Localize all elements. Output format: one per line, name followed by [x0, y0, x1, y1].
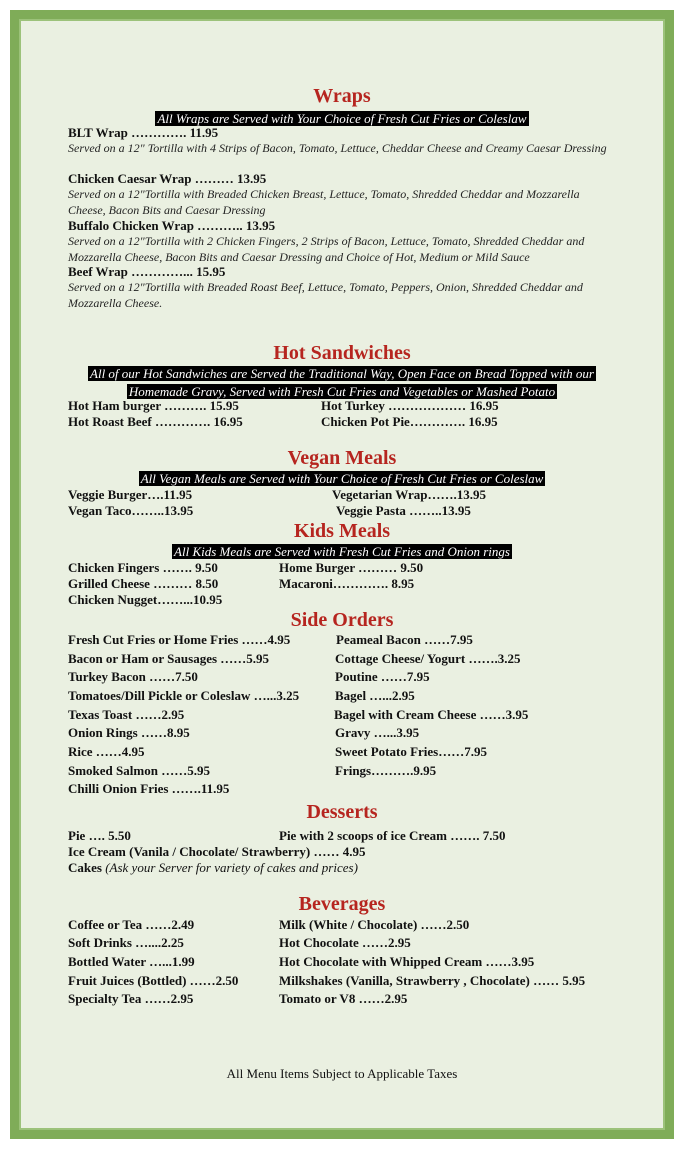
menu-item: Vegan Taco……..13.95: [68, 503, 194, 518]
vegan-meals-note-text: All Vegan Meals are Served with Your Choice of Fresh Cut Fries or Coleslaw: [140, 471, 544, 486]
menu-item: Veggie Pasta ……..13.95: [336, 503, 471, 518]
menu-item: Tomatoes/Dill Pickle or Coleslaw …...3.25: [68, 688, 300, 703]
menu-item: Hot Chocolate ……2.95: [279, 935, 411, 950]
menu-item: Texas Toast ……2.95: [68, 707, 185, 722]
menu-item: Hot Ham burger ………. 15.95: [68, 398, 239, 413]
side-orders-heading: Side Orders: [290, 609, 394, 631]
cakes-note: (Ask your Server for variety of cakes and prices): [105, 860, 358, 875]
menu-item: Frings……….9.95: [335, 763, 437, 778]
menu-item: Vegetarian Wrap…….13.95: [332, 487, 486, 502]
menu-item: Veggie Burger….11.95: [68, 487, 193, 502]
menu-item: Hot Chocolate with Whipped Cream ……3.95: [279, 954, 535, 969]
menu-item: Chilli Onion Fries …….11.95: [68, 781, 230, 796]
menu-item: Soft Drinks …....2.25: [68, 935, 184, 950]
menu-item: Smoked Salmon ……5.95: [68, 763, 210, 778]
menu-item: Coffee or Tea ……2.49: [68, 917, 195, 932]
tax-footnote: All Menu Items Subject to Applicable Taxes: [226, 1066, 458, 1081]
menu-item-cakes: [68, 860, 358, 876]
hot-sandwiches-note-text: All of our Hot Sandwiches are Served the Traditional Way, Open Face on Bread Topped with our Homemade Gravy, Served with Fresh Cut Fries and Vegetables or Mashed Potato: [90, 366, 594, 399]
menu-item: Grilled Cheese ……… 8.50: [68, 576, 219, 591]
menu-item: Chicken Pot Pie…………. 16.95: [321, 414, 498, 429]
menu-item: Sweet Potato Fries……7.95: [335, 744, 487, 759]
menu-item: Chicken Nugget……...10.95: [68, 592, 223, 607]
item-description: Served on a 12"Tortilla with Breaded Roast Beef, Lettuce, Tomato, Peppers, Onion, Shredded Cheddar and Mozzarella Cheese.: [68, 280, 583, 310]
menu-item: Macaroni…………. 8.95: [279, 576, 415, 591]
item-description: Served on a 12" Tortilla with 4 Strips of Bacon, Tomato, Lettuce, Cheddar Cheese and Creamy Caesar Dressing: [68, 141, 607, 155]
menu-item: Pie …. 5.50: [68, 828, 131, 843]
menu-item: Hot Roast Beef …………. 16.95: [68, 414, 243, 429]
menu-item: Milkshakes (Vanilla, Strawberry , Chocolate) …… 5.95: [279, 973, 586, 988]
menu-item-buffalo-chicken-wrap: Buffalo Chicken Wrap ……….. 13.95: [68, 218, 276, 233]
menu-item: Pie with 2 scoops of ice Cream ……. 7.50: [279, 828, 506, 843]
menu-item: Rice ……4.95: [68, 744, 145, 759]
menu-item: Poutine ……7.95: [335, 669, 430, 684]
menu-item: Hot Turkey ……………… 16.95: [321, 398, 499, 413]
menu-item: Fruit Juices (Bottled) ……2.50: [68, 973, 239, 988]
menu-item: Specialty Tea ……2.95: [68, 991, 194, 1006]
menu-item: Bacon or Ham or Sausages ……5.95: [68, 651, 270, 666]
kids-meals-note: [0, 543, 684, 561]
menu-item: Chicken Fingers ……. 9.50: [68, 560, 218, 575]
vegan-meals-note: [0, 470, 684, 488]
wraps-note-text: All Wraps are Served with Your Choice of Fresh Cut Fries or Coleslaw: [157, 111, 527, 126]
item-description: Served on a 12"Tortilla with 2 Chicken Fingers, 2 Strips of Bacon, Lettuce, Tomato, Shredded Cheddar and Mozzarella Cheese, Bacon Bits and Caesar Dressing and Choice of Hot, Medium or Mild Sauce: [68, 234, 585, 264]
wraps-heading: Wraps: [313, 85, 371, 107]
menu-item: Peameal Bacon ……7.95: [336, 632, 473, 647]
menu-item: Gravy …...3.95: [335, 725, 420, 740]
menu-item-blt-wrap: BLT Wrap …………. 11.95: [68, 125, 219, 140]
menu-item: Cottage Cheese/ Yogurt …….3.25: [335, 651, 521, 666]
menu-item: Ice Cream (Vanila / Chocolate/ Strawberry) …… 4.95: [68, 844, 366, 859]
kids-meals-heading: Kids Meals: [293, 520, 391, 542]
vegan-meals-heading: Vegan Meals: [287, 447, 397, 469]
menu-item: Milk (White / Chocolate) ……2.50: [279, 917, 470, 932]
menu-item: Bottled Water …...1.99: [68, 954, 195, 969]
hot-sandwiches-heading: Hot Sandwiches: [273, 342, 411, 364]
menu-item: Onion Rings ……8.95: [68, 725, 190, 740]
menu-item: Bagel with Cream Cheese ……3.95: [334, 707, 529, 722]
kids-meals-note-text: All Kids Meals are Served with Fresh Cut Fries and Onion rings: [174, 544, 510, 559]
desserts-heading: Desserts: [306, 801, 378, 823]
menu-item: Fresh Cut Fries or Home Fries ……4.95: [68, 632, 291, 647]
menu-item: Tomato or V8 ……2.95: [279, 991, 408, 1006]
menu-item: Turkey Bacon ……7.50: [68, 669, 198, 684]
menu-item: Home Burger ……… 9.50: [279, 560, 424, 575]
menu-item-chicken-caesar-wrap: Chicken Caesar Wrap ……… 13.95: [68, 171, 267, 186]
cakes-label: Cakes: [68, 860, 102, 875]
hot-sandwiches-note: [66, 365, 618, 401]
menu-item: Bagel …...2.95: [335, 688, 415, 703]
menu-item-beef-wrap: Beef Wrap …………... 15.95: [68, 264, 226, 279]
item-description: Served on a 12"Tortilla with Breaded Chicken Breast, Lettuce, Tomato, Shredded Cheddar and Mozzarella Cheese, Bacon Bits and Caesar Dressing: [68, 187, 580, 217]
beverages-heading: Beverages: [298, 893, 386, 915]
